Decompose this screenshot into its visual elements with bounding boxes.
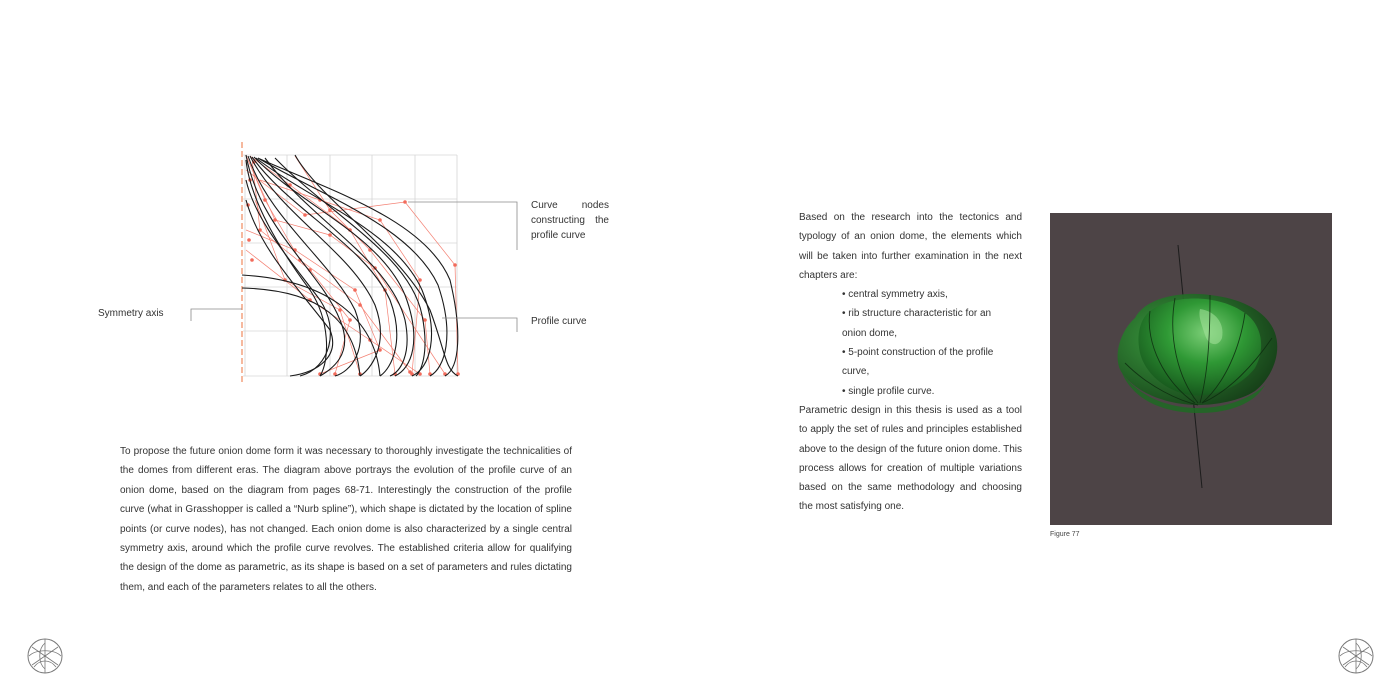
left-body-paragraph: To propose the future onion dome form it was necessary to thoroughly investigate the technicalities of the domes from different eras. The diagram above portrays the evolution of the profile curve of an onion dome, based on the diagram from pages 68-71. Interestingly the construction of the profile curve (what in Grasshopper is called a “Nurb spline”), which shape is dictated by the location of spline points (or curve nodes), has not changed. Each onion dome is also characterized by a single central symmetry axis, around which the profile curve revolves. The established criteria allow for qualifying the design of the dome as parametric, as its shape is based on a set of parameters and rules dictating them, and each of the parameters relates to all the others. [120, 446, 572, 593]
figure-caption: Figure 77 [1050, 531, 1080, 538]
page-emblem-icon [1337, 637, 1375, 675]
leader-lines [191, 202, 517, 332]
onion-dome-render [1050, 213, 1332, 525]
list-item: • single profile curve. [842, 385, 935, 397]
list-item: • central symmetry axis, [842, 289, 948, 301]
list-item: • rib structure characteristic for an onion dome, [842, 308, 992, 339]
profile-curve-label: Profile curve [531, 316, 587, 327]
figure-77-render [1050, 213, 1332, 525]
curve-nodes-label: Curve nodes constructing the profile curve [531, 200, 609, 241]
list-item: • 5-point construction of the profile curve, [842, 347, 994, 378]
symmetry-axis-label: Symmetry axis [98, 308, 164, 319]
profile-curve-diagram [180, 140, 530, 390]
intro-paragraph: Based on the research into the tectonics and typology of an onion dome, the elements which will be taken into further examination in the next chapters are: [799, 212, 1022, 281]
element-list [842, 285, 1002, 401]
page-emblem-icon [26, 637, 64, 675]
right-text-column [799, 208, 1022, 517]
closing-paragraph: Parametric design in this thesis is used as a tool to apply the set of rules and principles established above to the design of the future onion dome. This process allows for creation of multiple variations based on the same methodology and choosing the most satisfying one. [799, 404, 1022, 513]
